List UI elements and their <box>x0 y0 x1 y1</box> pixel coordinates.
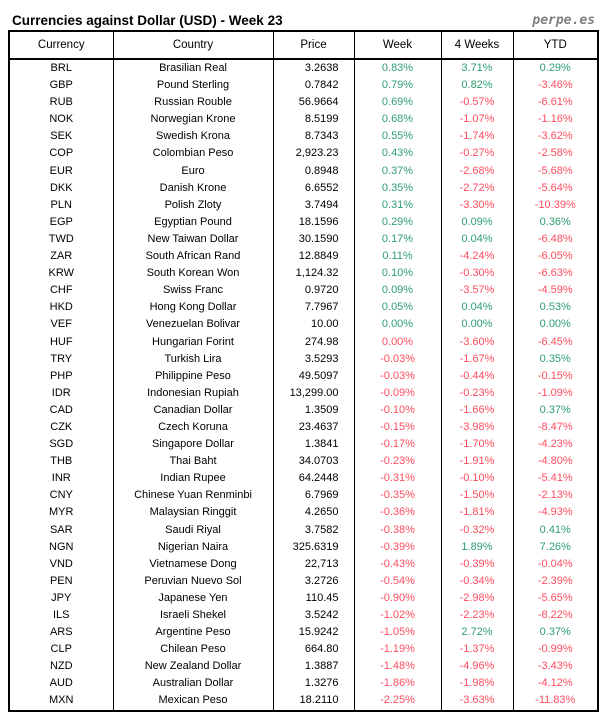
week-change-cell: 0.68% <box>354 111 441 128</box>
price-cell: 10.00 <box>273 316 354 333</box>
currency-code-cell: SEK <box>50 130 73 143</box>
currency-code-cell: VEF <box>50 318 72 331</box>
country-cell: Egyptian Pound <box>113 214 273 231</box>
table-row <box>9 470 598 487</box>
ytd-change-cell: -3.43% <box>513 658 598 675</box>
four-weeks-change-cell: -1.07% <box>441 111 513 128</box>
ytd-change-cell: -5.64% <box>513 180 598 197</box>
currency-code-cell: TWD <box>48 232 74 245</box>
ytd-change-cell: -0.04% <box>513 556 598 573</box>
table-row <box>9 231 598 248</box>
four-weeks-change-cell: -0.10% <box>441 470 513 487</box>
currency-code-cell: BRL <box>50 62 72 74</box>
price-cell: 3.2638 <box>273 59 354 77</box>
table-row <box>9 94 598 111</box>
table-row <box>9 436 598 453</box>
currency-code-cell: NOK <box>49 113 74 126</box>
price-cell: 1,124.32 <box>273 265 354 282</box>
country-cell: Philippine Peso <box>113 368 273 385</box>
currency-code-cell: INR <box>51 472 71 485</box>
ytd-change-cell: -4.80% <box>513 453 598 470</box>
price-cell: 15.9242 <box>273 624 354 641</box>
currency-code-cell: ZAR <box>50 250 73 263</box>
column-header-4weeks: 4 Weeks <box>441 31 513 59</box>
currency-code-cell: MYR <box>49 506 74 519</box>
ytd-change-cell: -5.65% <box>513 590 598 607</box>
week-change-cell: 0.00% <box>354 316 441 333</box>
week-change-cell: -0.54% <box>354 573 441 590</box>
table-row <box>9 368 598 385</box>
four-weeks-change-cell: 0.00% <box>441 316 513 333</box>
brand-wordmark: perpe.es <box>532 13 595 28</box>
four-weeks-change-cell: -1.91% <box>441 453 513 470</box>
price-cell: 22,713 <box>273 556 354 573</box>
price-cell: 664.80 <box>273 641 354 658</box>
week-change-cell: -0.38% <box>354 522 441 539</box>
country-cell: Thai Baht <box>113 453 273 470</box>
price-cell: 3.7582 <box>273 522 354 539</box>
country-cell: Czech Koruna <box>113 419 273 436</box>
table-row <box>9 282 598 299</box>
table-row <box>9 556 598 573</box>
table-row <box>9 675 598 692</box>
table-row <box>9 214 598 231</box>
four-weeks-change-cell: -3.30% <box>441 197 513 214</box>
ytd-change-cell: -4.59% <box>513 282 598 299</box>
ytd-change-cell: -6.63% <box>513 265 598 282</box>
ytd-change-cell: -0.15% <box>513 368 598 385</box>
week-change-cell: 0.55% <box>354 128 441 145</box>
ytd-change-cell: -3.46% <box>513 77 598 94</box>
ytd-change-cell: -5.41% <box>513 470 598 487</box>
ytd-change-cell: 7.26% <box>513 539 598 556</box>
price-cell: 325.6319 <box>273 539 354 556</box>
price-cell: 18.1596 <box>273 214 354 231</box>
ytd-change-cell: 0.29% <box>513 59 598 77</box>
country-cell: Japanese Yen <box>113 590 273 607</box>
country-cell: Singapore Dollar <box>113 436 273 453</box>
currency-code-cell: MXN <box>49 694 74 707</box>
currency-code-cell: THB <box>50 455 73 468</box>
four-weeks-change-cell: 0.04% <box>441 299 513 316</box>
country-cell: South Korean Won <box>113 265 273 282</box>
price-cell: 1.3841 <box>273 436 354 453</box>
country-cell: Swedish Krona <box>113 128 273 145</box>
table-row <box>9 180 598 197</box>
four-weeks-change-cell: -0.57% <box>441 94 513 111</box>
week-change-cell: 0.05% <box>354 299 441 316</box>
currency-code-cell: RUB <box>49 96 73 109</box>
four-weeks-change-cell: -2.23% <box>441 607 513 624</box>
country-cell: Peruvian Nuevo Sol <box>113 573 273 590</box>
four-weeks-change-cell: -1.67% <box>441 351 513 368</box>
country-cell: Norwegian Krone <box>113 111 273 128</box>
country-cell: Nigerian Naira <box>113 539 273 556</box>
price-cell: 1.3887 <box>273 658 354 675</box>
four-weeks-change-cell: 0.82% <box>441 77 513 94</box>
four-weeks-change-cell: 2.72% <box>441 624 513 641</box>
price-cell: 34.0703 <box>273 453 354 470</box>
week-change-cell: 0.00% <box>354 334 441 351</box>
ytd-change-cell: 0.37% <box>513 624 598 641</box>
price-cell: 13,299.00 <box>273 385 354 402</box>
ytd-change-cell: -4.23% <box>513 436 598 453</box>
column-header-week: Week <box>354 31 441 59</box>
week-change-cell: -0.39% <box>354 539 441 556</box>
currency-code-cell: TRY <box>50 352 73 365</box>
ytd-change-cell: -2.58% <box>513 145 598 162</box>
price-cell: 8.7343 <box>273 128 354 145</box>
week-change-cell: -1.86% <box>354 675 441 692</box>
table-row <box>9 299 598 316</box>
ytd-change-cell: -8.47% <box>513 419 598 436</box>
currency-code-cell: CNY <box>49 489 73 502</box>
week-change-cell: 0.10% <box>354 265 441 282</box>
table-row <box>9 128 598 145</box>
table-row <box>9 197 598 214</box>
ytd-change-cell: 0.00% <box>513 316 598 333</box>
table-row <box>9 77 598 94</box>
price-cell: 8.5199 <box>273 111 354 128</box>
week-change-cell: -0.15% <box>354 419 441 436</box>
table-row <box>9 334 598 351</box>
currency-code-cell: KRW <box>48 267 74 280</box>
currency-code-cell: HUF <box>49 335 73 348</box>
ytd-change-cell: 0.35% <box>513 351 598 368</box>
country-cell: Chilean Peso <box>113 641 273 658</box>
currency-table-body <box>9 59 598 711</box>
four-weeks-change-cell: 0.09% <box>441 214 513 231</box>
price-cell: 2,923.23 <box>273 145 354 162</box>
ytd-change-cell: -11.83% <box>513 692 598 710</box>
week-change-cell: -1.48% <box>354 658 441 675</box>
week-change-cell: 0.83% <box>354 59 441 77</box>
table-row <box>9 59 598 77</box>
country-cell: Hungarian Forint <box>113 334 273 351</box>
week-change-cell: -0.90% <box>354 590 441 607</box>
price-cell: 6.7969 <box>273 487 354 504</box>
four-weeks-change-cell: -0.23% <box>441 385 513 402</box>
four-weeks-change-cell: -0.39% <box>441 556 513 573</box>
price-cell: 3.5242 <box>273 607 354 624</box>
table-row <box>9 351 598 368</box>
week-change-cell: 0.09% <box>354 282 441 299</box>
currency-code-cell: EGP <box>49 215 73 228</box>
week-change-cell: 0.37% <box>354 163 441 180</box>
price-cell: 0.7842 <box>273 77 354 94</box>
column-header-price: Price <box>273 31 354 59</box>
currency-code-cell: CHF <box>49 284 73 297</box>
price-cell: 110.45 <box>273 590 354 607</box>
week-change-cell: -0.17% <box>354 436 441 453</box>
week-change-cell: -0.43% <box>354 556 441 573</box>
week-change-cell: -0.36% <box>354 504 441 521</box>
country-cell: Venezuelan Bolivar <box>113 316 273 333</box>
country-cell: Canadian Dollar <box>113 402 273 419</box>
ytd-change-cell: -0.99% <box>513 641 598 658</box>
currency-code-cell: AUD <box>49 677 73 690</box>
table-row <box>9 316 598 333</box>
price-cell: 1.3509 <box>273 402 354 419</box>
table-row <box>9 539 598 556</box>
ytd-change-cell: 0.41% <box>513 522 598 539</box>
week-change-cell: -1.19% <box>354 641 441 658</box>
four-weeks-change-cell: 3.71% <box>441 59 513 77</box>
price-cell: 4.2650 <box>273 504 354 521</box>
column-header-ytd: YTD <box>513 31 598 59</box>
ytd-change-cell: -1.16% <box>513 111 598 128</box>
week-change-cell: -1.05% <box>354 624 441 641</box>
currency-code-cell: ILS <box>52 609 70 621</box>
currency-code-cell: HKD <box>49 301 73 314</box>
country-cell: Saudi Riyal <box>113 522 273 539</box>
price-cell: 3.7494 <box>273 197 354 214</box>
currency-table <box>8 30 599 712</box>
country-cell: Chinese Yuan Renminbi <box>113 487 273 504</box>
country-cell: South African Rand <box>113 248 273 265</box>
currency-code-cell: IDR <box>51 386 71 399</box>
currency-code-cell: ARS <box>49 626 73 639</box>
four-weeks-change-cell: -3.98% <box>441 419 513 436</box>
country-cell: Russian Rouble <box>113 94 273 111</box>
ytd-change-cell: 0.37% <box>513 402 598 419</box>
week-change-cell: 0.11% <box>354 248 441 265</box>
price-cell: 49.5097 <box>273 368 354 385</box>
column-header-country: Country <box>113 31 273 59</box>
four-weeks-change-cell: -1.81% <box>441 504 513 521</box>
table-row <box>9 402 598 419</box>
table-row <box>9 265 598 282</box>
four-weeks-change-cell: -2.98% <box>441 590 513 607</box>
ytd-change-cell: -6.05% <box>513 248 598 265</box>
four-weeks-change-cell: -0.27% <box>441 145 513 162</box>
four-weeks-change-cell: -1.70% <box>441 436 513 453</box>
ytd-change-cell: -5.68% <box>513 163 598 180</box>
currency-code-cell: PEN <box>49 574 73 587</box>
country-cell: Hong Kong Dollar <box>113 299 273 316</box>
currency-code-cell: VND <box>49 557 73 570</box>
price-cell: 30.1590 <box>273 231 354 248</box>
country-cell: Israeli Shekel <box>113 607 273 624</box>
table-row <box>9 248 598 265</box>
country-cell: Pound Sterling <box>113 77 273 94</box>
week-change-cell: -0.03% <box>354 351 441 368</box>
currency-code-cell: CZK <box>50 420 73 433</box>
four-weeks-change-cell: -4.24% <box>441 248 513 265</box>
column-header-currency: Currency <box>9 31 113 59</box>
currency-code-cell: COP <box>49 147 74 160</box>
table-row <box>9 487 598 504</box>
country-cell: Colombian Peso <box>113 145 273 162</box>
week-change-cell: -0.35% <box>354 487 441 504</box>
ytd-change-cell: -6.61% <box>513 94 598 111</box>
week-change-cell: -0.10% <box>354 402 441 419</box>
table-row <box>9 624 598 641</box>
four-weeks-change-cell: -2.72% <box>441 180 513 197</box>
price-cell: 3.5293 <box>273 351 354 368</box>
currency-code-cell: NGN <box>49 540 74 553</box>
country-cell: Vietnamese Dong <box>113 556 273 573</box>
ytd-change-cell: -2.39% <box>513 573 598 590</box>
ytd-change-cell: -6.48% <box>513 231 598 248</box>
table-row <box>9 111 598 128</box>
country-cell: Brasilian Real <box>113 59 273 77</box>
ytd-change-cell: -2.13% <box>513 487 598 504</box>
currency-code-cell: CLP <box>50 643 72 656</box>
country-cell: Turkish Lira <box>113 351 273 368</box>
four-weeks-change-cell: -1.50% <box>441 487 513 504</box>
currency-code-cell: SGD <box>49 438 74 451</box>
price-cell: 3.2726 <box>273 573 354 590</box>
price-cell: 56.9664 <box>273 94 354 111</box>
week-change-cell: 0.29% <box>354 214 441 231</box>
table-row <box>9 385 598 402</box>
week-change-cell: 0.17% <box>354 231 441 248</box>
table-row <box>9 573 598 590</box>
country-cell: New Zealand Dollar <box>113 658 273 675</box>
week-change-cell: -0.09% <box>354 385 441 402</box>
country-cell: Australian Dollar <box>113 675 273 692</box>
currency-code-cell: EUR <box>49 164 73 177</box>
ytd-change-cell: -4.93% <box>513 504 598 521</box>
table-row <box>9 692 598 710</box>
country-cell: Malaysian Ringgit <box>113 504 273 521</box>
four-weeks-change-cell: -1.66% <box>441 402 513 419</box>
price-cell: 6.6552 <box>273 180 354 197</box>
table-row <box>9 163 598 180</box>
price-cell: 0.9720 <box>273 282 354 299</box>
table-row <box>9 453 598 470</box>
table-row <box>9 590 598 607</box>
four-weeks-change-cell: -1.98% <box>441 675 513 692</box>
week-change-cell: -0.03% <box>354 368 441 385</box>
country-cell: Danish Krone <box>113 180 273 197</box>
ytd-change-cell: -4.12% <box>513 675 598 692</box>
price-cell: 64.2448 <box>273 470 354 487</box>
week-change-cell: -0.31% <box>354 470 441 487</box>
price-cell: 0.8948 <box>273 163 354 180</box>
country-cell: Indian Rupee <box>113 470 273 487</box>
price-cell: 23.4637 <box>273 419 354 436</box>
table-row <box>9 504 598 521</box>
titlebar <box>8 4 597 27</box>
table-row <box>9 145 598 162</box>
four-weeks-change-cell: -0.32% <box>441 522 513 539</box>
ytd-change-cell: -6.45% <box>513 334 598 351</box>
ytd-change-cell: 0.36% <box>513 214 598 231</box>
four-weeks-change-cell: 0.04% <box>441 231 513 248</box>
four-weeks-change-cell: -0.44% <box>441 368 513 385</box>
ytd-change-cell: 0.53% <box>513 299 598 316</box>
currency-code-cell: JPY <box>51 591 72 604</box>
currency-code-cell: CAD <box>49 403 73 416</box>
country-cell: Euro <box>113 163 273 180</box>
country-cell: New Taiwan Dollar <box>113 231 273 248</box>
country-cell: Argentine Peso <box>113 624 273 641</box>
ytd-change-cell: -1.09% <box>513 385 598 402</box>
four-weeks-change-cell: 1.89% <box>441 539 513 556</box>
price-cell: 12.8849 <box>273 248 354 265</box>
week-change-cell: -1.02% <box>354 607 441 624</box>
header-row <box>9 31 598 59</box>
four-weeks-change-cell: -3.60% <box>441 334 513 351</box>
currency-code-cell: GBP <box>49 79 73 92</box>
ytd-change-cell: -8.22% <box>513 607 598 624</box>
table-row <box>9 419 598 436</box>
currency-code-cell: NZD <box>49 660 73 673</box>
price-cell: 1.3276 <box>273 675 354 692</box>
four-weeks-change-cell: -0.34% <box>441 573 513 590</box>
table-row <box>9 658 598 675</box>
week-change-cell: 0.69% <box>354 94 441 111</box>
week-change-cell: 0.35% <box>354 180 441 197</box>
table-row <box>9 522 598 539</box>
table-row <box>9 641 598 658</box>
four-weeks-change-cell: -3.57% <box>441 282 513 299</box>
price-cell: 18.2110 <box>273 692 354 710</box>
table-header <box>9 31 598 59</box>
week-change-cell: 0.43% <box>354 145 441 162</box>
currency-code-cell: SAR <box>49 523 73 536</box>
ytd-change-cell: -3.62% <box>513 128 598 145</box>
price-cell: 274.98 <box>273 334 354 351</box>
country-cell: Mexican Peso <box>113 692 273 710</box>
four-weeks-change-cell: -1.74% <box>441 128 513 145</box>
currency-code-cell: PHP <box>49 369 73 382</box>
currency-code-cell: DKK <box>49 181 73 194</box>
week-change-cell: -2.25% <box>354 692 441 710</box>
four-weeks-change-cell: -2.68% <box>441 163 513 180</box>
country-cell: Polish Zloty <box>113 197 273 214</box>
country-cell: Indonesian Rupiah <box>113 385 273 402</box>
four-weeks-change-cell: -0.30% <box>441 265 513 282</box>
week-change-cell: 0.79% <box>354 77 441 94</box>
ytd-change-cell: -10.39% <box>513 197 598 214</box>
four-weeks-change-cell: -4.96% <box>441 658 513 675</box>
currency-code-cell: PLN <box>50 198 72 211</box>
four-weeks-change-cell: -1.37% <box>441 641 513 658</box>
week-change-cell: -0.23% <box>354 453 441 470</box>
table-row <box>9 607 598 624</box>
price-cell: 7.7967 <box>273 299 354 316</box>
page-title: Currencies against Dollar (USD) - Week 23 <box>12 12 283 28</box>
country-cell: Swiss Franc <box>113 282 273 299</box>
four-weeks-change-cell: -3.63% <box>441 692 513 710</box>
week-change-cell: 0.31% <box>354 197 441 214</box>
